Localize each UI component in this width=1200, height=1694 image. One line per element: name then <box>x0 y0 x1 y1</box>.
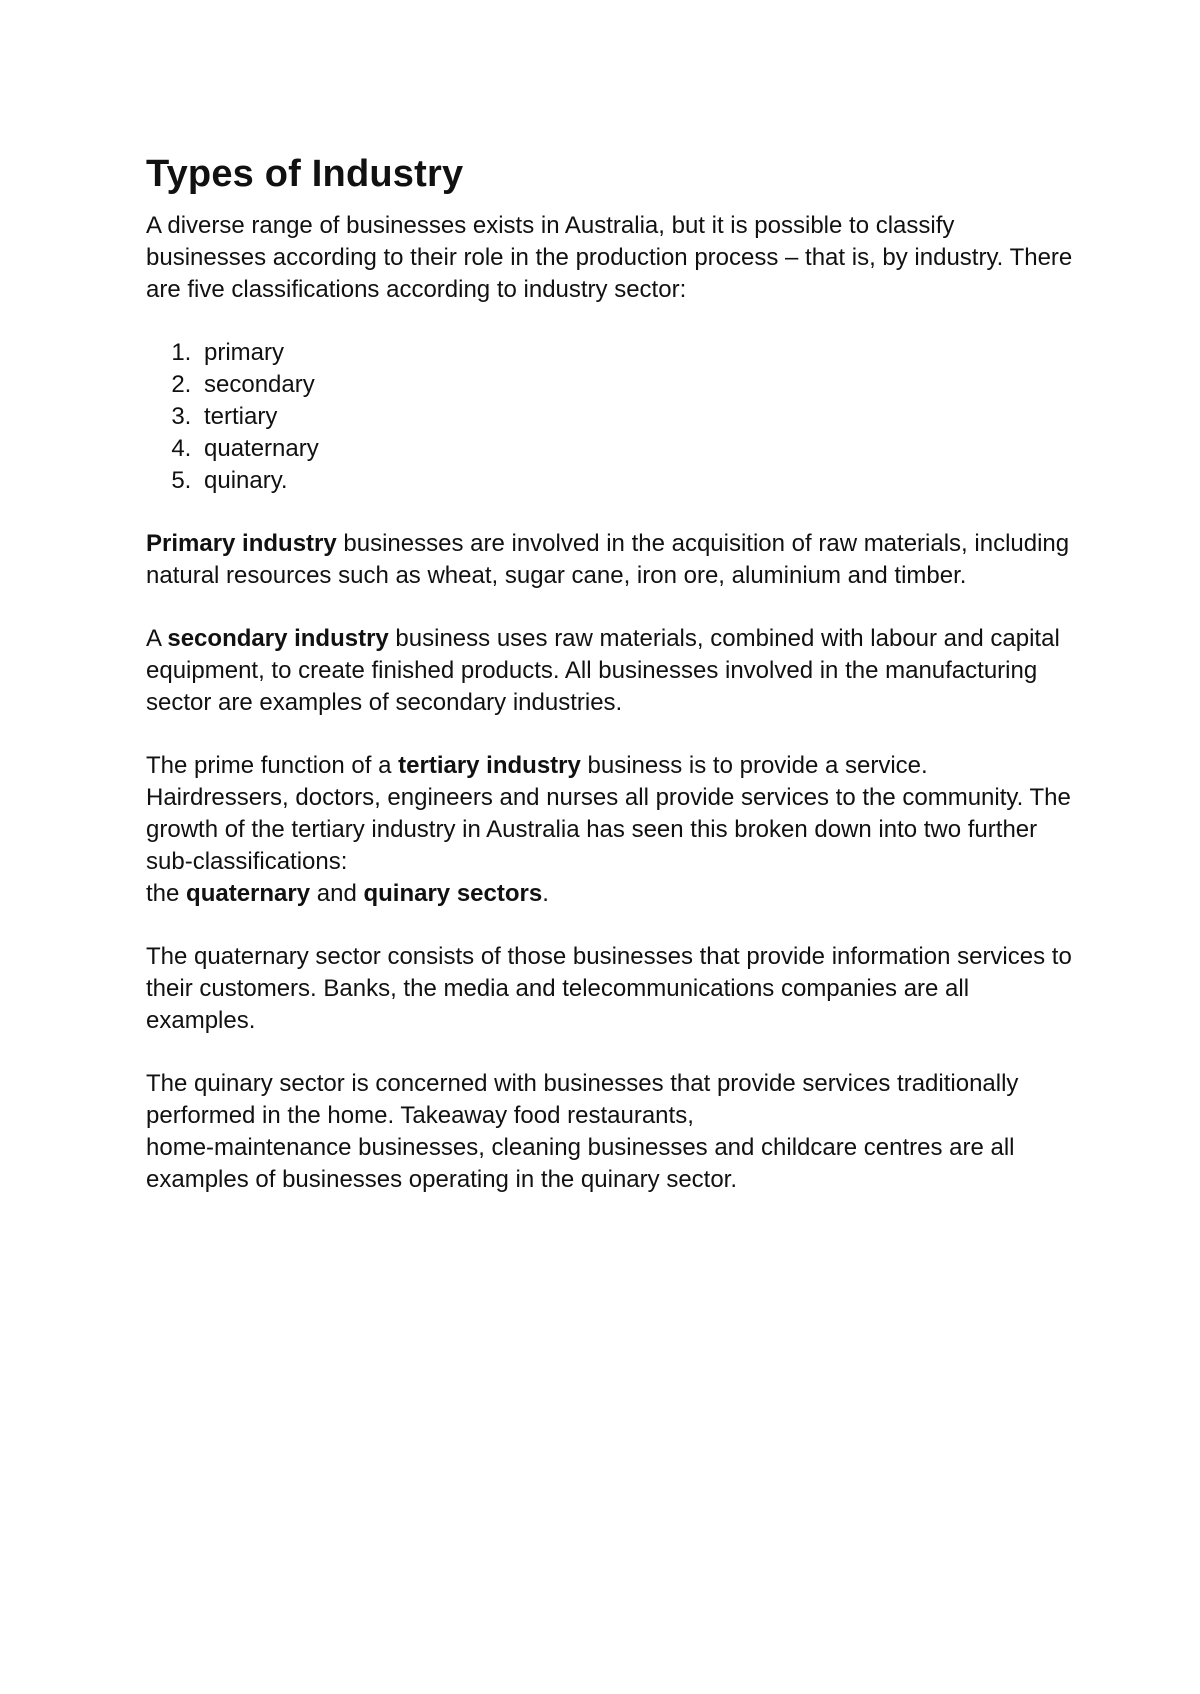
list-item: 4. quaternary <box>198 433 1076 465</box>
quaternary-term: quaternary <box>186 880 311 907</box>
secondary-term: secondary industry <box>167 625 389 652</box>
intro-paragraph: A diverse range of businesses exists in Australia, but it is possible to classify businesses according to their role in the production process – that is, by industry. There are five classifications according to industry sector: <box>146 212 1073 303</box>
list-item: 1. primary <box>198 337 1076 369</box>
list-item: 3. tertiary <box>198 401 1076 433</box>
tertiary-paragraph <box>146 750 1076 910</box>
quaternary-paragraph: The quaternary sector consists of those businesses that provide information services to their customers. Banks, the media and telecommunications companies are all examples. <box>146 943 1072 1034</box>
document-page <box>146 150 1076 1227</box>
primary-term: Primary industry <box>146 530 337 557</box>
quinary-term: quinary sectors <box>363 880 543 907</box>
quinary-text-1: The quinary sector is concerned with businesses that provide services traditionally performed in the home. Takeaway food restaurants, <box>146 1070 1019 1129</box>
tertiary-line2-lead: the <box>146 880 187 907</box>
list-item: 5. quinary. <box>198 465 1076 497</box>
list-item: 2. secondary <box>198 369 1076 401</box>
primary-paragraph <box>146 528 1076 592</box>
secondary-paragraph <box>146 623 1076 719</box>
tertiary-term: tertiary industry <box>398 752 581 779</box>
tertiary-lead: The prime function of a <box>146 752 399 779</box>
quinary-paragraph <box>146 1068 1076 1196</box>
page-title: Types of Industry <box>146 153 464 195</box>
tertiary-text: business is to provide a service. Hairdressers, doctors, engineers and nurses all provide services to the community. The growth of the tertiary industry in Australia has seen this broken down into two further sub-classifications: <box>146 752 1071 875</box>
tertiary-mid: and <box>310 880 364 907</box>
primary-text: businesses are involved in the acquisition of raw materials, including natural resources such as wheat, sugar cane, iron ore, aluminium and timber. <box>146 530 1070 589</box>
secondary-lead: A <box>146 625 168 652</box>
quinary-text-2: home-maintenance businesses, cleaning businesses and childcare centres are all examples of businesses operating in the quinary sector. <box>146 1134 1015 1193</box>
sector-list <box>146 337 1076 497</box>
tertiary-end: . <box>542 880 549 907</box>
secondary-text: business uses raw materials, combined with labour and capital equipment, to create finished products. All businesses involved in the manufacturing sector are examples of secondary industries. <box>146 625 1060 716</box>
